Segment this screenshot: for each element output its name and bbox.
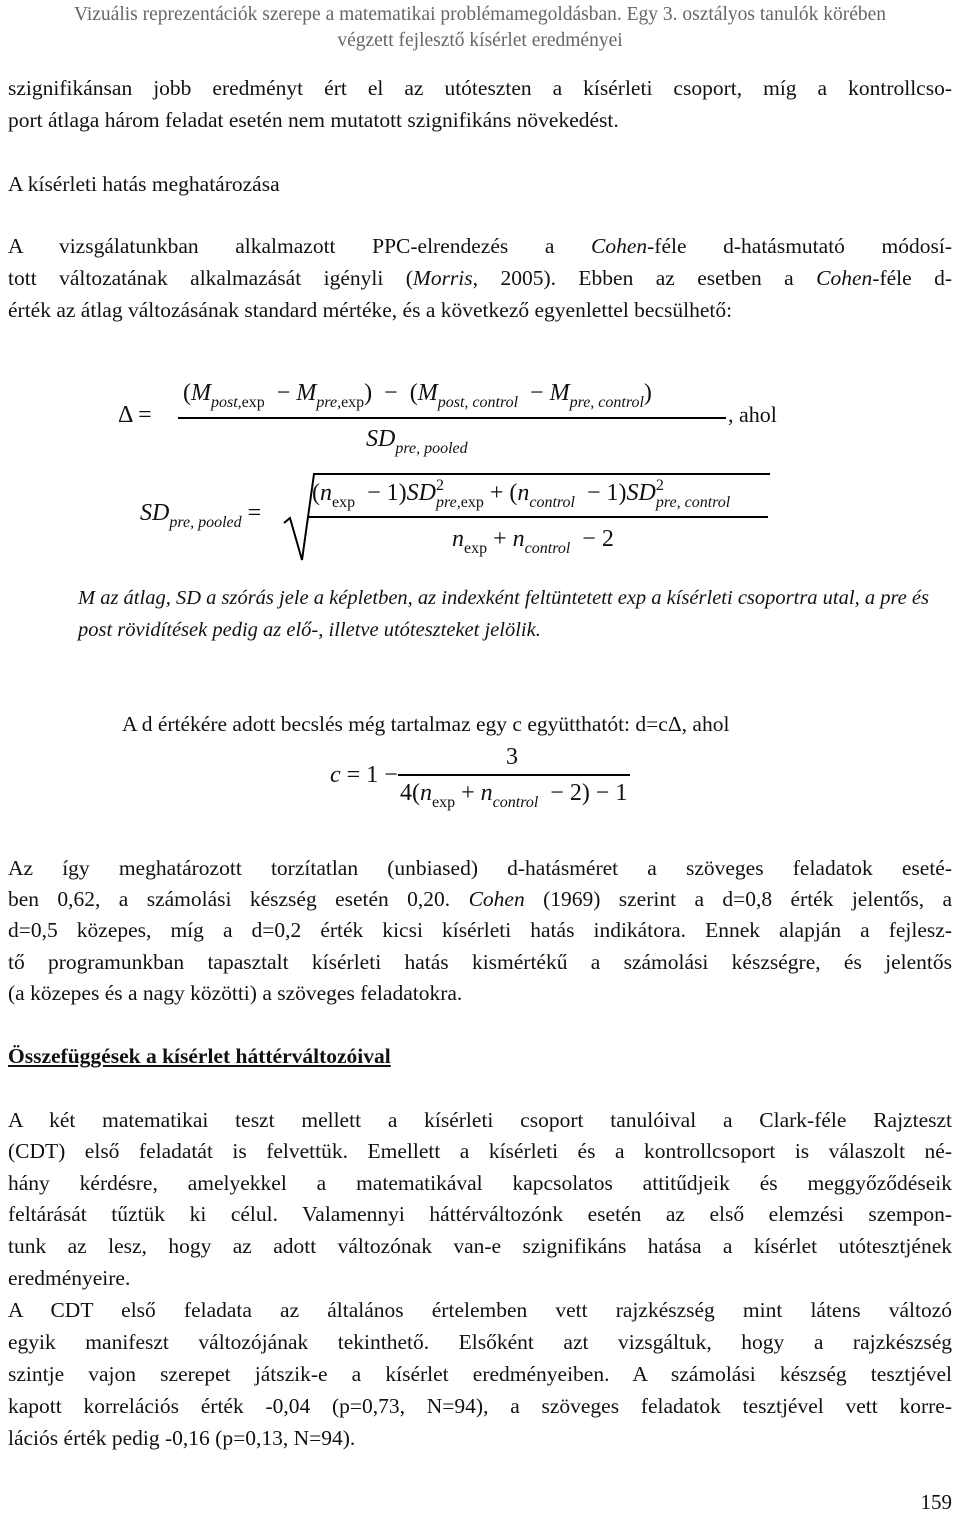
running-header-line1: Vizuális reprezentációk szerepe a matematikai problémamegoldásban. Egy 3. osztályos tanulók körében	[73, 4, 887, 25]
delta-numerator: $(M_{post,exp} - M_{pre,exp}) - (M_{post, control} - M_{pre, control})$	[183, 380, 652, 411]
para4-line2: egyik manifeszt változójának tekinthető. Elsőként azt vizsgáltuk, hogy a rajzkészség	[8, 1330, 952, 1354]
para3-line5: tunk az lesz, hogy az adott változónak van-e szignifikáns hatása a kísérlet utótesztjének	[8, 1234, 952, 1258]
pooled-sd-numerator: $(n_{exp} - 1)SD^2_{pre,exp} + (n_{control} - 1)SD^2_{pre, control}$	[312, 477, 731, 511]
para3-line6: eredményeire.	[8, 1266, 131, 1290]
para3-line1: A két matematikai teszt mellett a kísérleti csoport tanulóival a Clark-féle Rajzteszt	[8, 1108, 952, 1132]
section-heading-effect: A kísérleti hatás meghatározása	[8, 172, 280, 196]
delta-fraction-bar	[178, 417, 726, 419]
para2-line2: ben 0,62, a számolási készség esetén 0,20. Cohen (1969) szerint a d=0,8 érték jelentős, a	[8, 887, 952, 911]
c-numerator: 3	[506, 744, 518, 770]
para4-line1: A CDT első feladata az általános értelemben vett rajzkészség mint látens változó	[8, 1298, 952, 1322]
section1-para-line1: A vizsgálatunkban alkalmazott PPC-elrendezés a Cohen-féle d-hatásmutató módosí-	[8, 234, 952, 258]
delta-suffix: , ahol	[728, 402, 777, 427]
para4-line3: szintje vajon szerepet játszik-e a kísérlet eredményeiben. A számolási készség tesztjével	[8, 1362, 952, 1386]
para4-line4: kapott korrelációs érték -0,04 (p=0,73, N=94), a szöveges feladatok tesztjével vett korre-	[8, 1394, 952, 1418]
para2-line1: Az így meghatározott torzítatlan (unbiased) d-hatásméret a szöveges feladatok eseté-	[8, 856, 952, 880]
intro-line-2: port átlaga három feladat esetén nem mutatott szignifikáns növekedést.	[8, 108, 619, 132]
formula-caption: M az átlag, SD a szórás jele a képletben, az indexként feltüntetett exp a kísérleti csoportra utal, a pre és post rövidítések pedig az elő-, illetve utóteszteket jelölik.	[78, 587, 929, 641]
c-fraction-bar	[398, 774, 630, 776]
delta-lhs: Δ =	[118, 402, 152, 428]
intro-line-1: szignifikánsan jobb eredményt ért el az utóteszten a kísérleti csoport, míg a kontrollcso-	[8, 76, 952, 100]
para3-line3: hány kérdésre, amelyekkel a matematikával kapcsolatos attitűdjeik és meggyőződéseik	[8, 1171, 952, 1195]
d-estimate-line: A d értékére adott becslés még tartalmaz egy c együtthatót: d=cΔ, ahol	[122, 712, 730, 736]
running-header-line2: végzett fejlesztő kísérlet eredményei	[337, 30, 623, 51]
pooled-sd-denominator: $n_{exp} + n_{control} - 2$	[452, 526, 614, 557]
para3-line2: (CDT) első feladatát is felvettük. Emellett a kísérleti és a kontrollcsoport is válaszolt né-	[8, 1139, 952, 1163]
para2-line3: d=0,5 közepes, míg a d=0,2 érték kicsi kísérleti hatás indikátora. Ennek alapján a fejlesz-	[8, 918, 952, 942]
c-lhs: c = 1 −	[330, 762, 398, 788]
para4-line5: lációs érték pedig -0,16 (p=0,13, N=94).	[8, 1426, 356, 1450]
page-number: 159	[920, 1490, 952, 1514]
section1-para-line2: tott változatának alkalmazását igényli (Morris, 2005). Ebben az esetben a Cohen-féle d-	[8, 266, 952, 290]
delta-denominator: $SD_{pre, pooled}$	[366, 426, 468, 457]
section-heading-background: Összefüggések a kísérlet háttérváltozóival	[8, 1044, 391, 1068]
c-denominator: $4(n_{exp} + n_{control} - 2) - 1$	[400, 780, 628, 811]
section1-para-line3: érték az átlag változásának standard mértéke, és a következő egyenlettel becsülhető:	[8, 298, 733, 322]
para2-line4: tő programunkban tapasztalt kísérleti hatás kismértékű a számolási készségre, és jelentős	[8, 950, 952, 974]
pooled-sd-lhs: $SD_{pre, pooled}$ =	[140, 500, 262, 531]
pooled-sd-fraction-bar	[308, 516, 768, 518]
para3-line4: feltárását tűztük ki célul. Valamennyi háttérváltozónk esetén az első elemzési szempon-	[8, 1202, 952, 1226]
para2-line5: (a közepes és a nagy közötti) a szöveges feladatokra.	[8, 981, 463, 1005]
